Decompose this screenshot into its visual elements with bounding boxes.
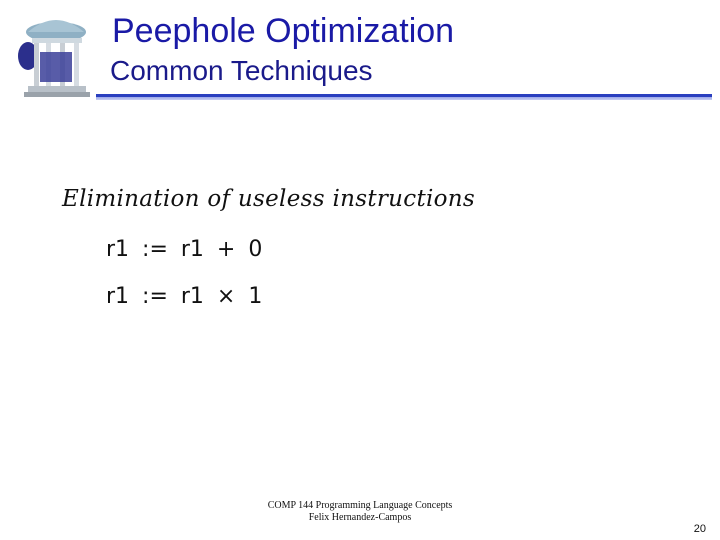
expression-multiply-one: r1 := r1 × 1 bbox=[106, 284, 263, 309]
footer-author: Felix Hernandez-Campos bbox=[308, 512, 412, 523]
footer bbox=[0, 500, 720, 524]
title-divider bbox=[96, 94, 712, 100]
page-number: 20 bbox=[693, 523, 706, 535]
slide-subtitle: Common Techniques bbox=[110, 55, 373, 86]
old-well-icon bbox=[14, 12, 94, 100]
expression-add-zero: r1 := r1 + 0 bbox=[106, 237, 263, 262]
slide-title: Peephole Optimization bbox=[112, 12, 455, 50]
topic-heading: Elimination of useless instructions bbox=[62, 186, 476, 212]
footer-course: COMP 144 Programming Language Concepts bbox=[267, 500, 453, 511]
